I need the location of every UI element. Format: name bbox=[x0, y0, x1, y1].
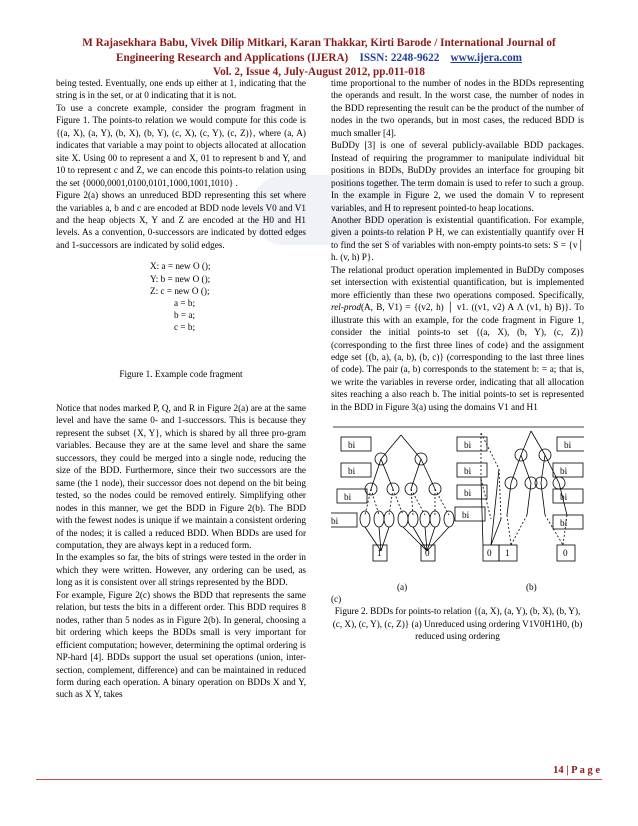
header-volume: Vol. 2, Issue 4, July-August 2012, pp.011-018 bbox=[213, 66, 425, 78]
paragraph: To use a concrete example, consider the program fragment in Figure 1. The points-to relation we would compute for this code is {(a, X), (a, Y), (b, X), (b, Y), (c, X), (c, Y), (c, Z)}, where (a, A) indicates that variable a may point to objects allocated at allocation site X. Using 00 to represent a and X, 01 to represent b and Y, and 10 to represent c and Z, we can encode this points-to relation using the set {0000,0001,0100,0101,1000,1001,1010} . bbox=[56, 102, 306, 188]
paragraph: being tested. Eventually, one ends up either at 1, indicating that the string is in the set, or at 0 indicating that it is not. bbox=[56, 78, 306, 101]
terminal-zero: 0 bbox=[563, 548, 568, 559]
page-number: 14 | P a g e bbox=[553, 765, 600, 776]
subfigure-label-c: (c) bbox=[331, 594, 342, 605]
code-fragment: X: a = new O (); Y: b = new O (); Z: c = new O (); a = b; b = a; c = b; bbox=[150, 261, 211, 333]
header-journal: Engineering Research and Applications (IJERA) ISSN: 2248-9622 www.ijera.com bbox=[116, 51, 522, 64]
bdd-label: bi bbox=[462, 510, 470, 521]
bdd-label: bi bbox=[331, 516, 339, 527]
bdd-label: bi bbox=[464, 488, 472, 499]
bdd-label: bi bbox=[344, 492, 352, 503]
paragraph: BuDDy [3] is one of several publicly-available BDD packages. Instead of requiring the programmer to manipulate individual bit positions in BDDs, BuDDy provides an interface for grouping bit positions together. The term domain is used to refer to such a group. In the example in Figure 2, we used the domain V to represent variables, and H to represent pointed-to heap locations. bbox=[331, 140, 584, 213]
bdd-label: bi bbox=[560, 518, 568, 529]
terminal-one: 1 bbox=[377, 548, 382, 559]
paragraph: In the examples so far, the bits of strings were tested in the order in which they were written. However, any ordering can be used, as long as it is consistent over all strings represented by the BDD. bbox=[56, 552, 306, 588]
figure-2-caption: Figure 2. BDDs for points-to relation {(a, X), (a, Y), (b, X), (b, Y), (c, X), (c, Y), (c, Z)} (a) Unreduced using ordering V1V0H1H0, (b) reduced using ordering bbox=[332, 606, 583, 641]
paragraph: Another BDD operation is existential quantification. For example, given a points-to relation P H, we can existentially quantify over H to find the set S of variables with non-empty points-to sets: S = {v│ h. (v, h) P}. bbox=[331, 214, 584, 263]
terminal-zero: 0 bbox=[487, 548, 492, 559]
paragraph: Notice that nodes marked P, Q, and R in Figure 2(a) are at the same level and have the same 0- and 1-successors. This is because they represent the subset {X, Y}, which is shared by all three pro-gram variables. Because they are at the same level and share the same successors, they could be merged into a single node, reducing the size of the BDD. Furthermore, since their two successors are the same (the 1 node), their successor does not depend on the bit being tested, so the nodes could be removed entirely. Simplifying other nodes in this manner, we get the BDD in Figure 2(b). The BDD with the fewest nodes is unique if we maintain a consistent ordering of the nodes; it is called a reduced BDD. When BDDs are used for computation, they are always kept in a reduced form. bbox=[56, 403, 306, 550]
figure-2-bdd-diagrams bbox=[331, 419, 584, 605]
bdd-label: bi bbox=[348, 440, 356, 451]
journal-header bbox=[0, 36, 638, 80]
bdd-label: bi bbox=[560, 466, 568, 477]
right-column bbox=[331, 77, 584, 642]
header-url[interactable]: www.ijera.com bbox=[450, 51, 522, 64]
paragraph: For example, Figure 2(c) shows the BDD that represents the same relation, but tests the bits in a different order. This BDD requires 8 nodes, rather than 5 nodes as in Figure 2(b). In general, choosing a bit ordering which keeps the BDDs small is very important for efficient computation; however, determining the optimal ordering is NP-hard [4]. BDDs support the usual set operations (union, inter-section, complement, difference) and can be maintained in reduced form during each operation. A binary operation on BDDs X and Y, such as X Y, takes bbox=[56, 589, 306, 700]
subfigure-label-b: (b) bbox=[526, 582, 537, 593]
paragraph: Figure 2(a) shows an unreduced BDD representing this set where the variables a, b and c are encoded at BDD node levels V0 and V1 and the heap objects X, Y and Z are encoded at the H0 and H1 levels. As a convention, 0-successors are indicated by dotted edges and 1-successors are indicated by solid edges. bbox=[56, 190, 306, 250]
bdd-label: bi bbox=[464, 466, 472, 477]
footer-rule bbox=[36, 779, 602, 780]
terminal-zero: 0 bbox=[425, 548, 430, 559]
figure-1-caption: Figure 1. Example code fragment bbox=[119, 368, 243, 379]
bdd-label: bi bbox=[560, 492, 568, 503]
bdd-label: bi bbox=[348, 466, 356, 477]
header-issn: ISSN: 2248-9622 bbox=[359, 51, 440, 64]
bdd-diagram bbox=[331, 419, 584, 601]
bdd-label: bi bbox=[464, 440, 472, 451]
paragraph: The relational product operation implemented in BuDDy composes set intersection with existential quantification, but is implemented more efficiently than these two operations composed. Specifically, rel-prod(A, B, V1) = {(v2, h) │ v1. ((v1, v2) A Λ (v1, h) B)}. To illustrate this with an example, for the code fragment in Figure 1, consider the initial points-to set {(a, X), (b, Y), (c, Z)} (corresponding to the first three lines of code) and the assignment edge set {(b, a), (a, b), (b, c)} (corresponding to the last three lines of code). The pair (a, b) corresponds to the statement b: = a; that is, we write the variables in reverse order, indicating that all allocation sites reaching a also reach b. The initial points-to set is represented in the BDD in Figure 3(a) using the domains V1 and H1 bbox=[331, 264, 584, 412]
subfigure-label-a: (a) bbox=[397, 582, 408, 593]
bdd-label: bi bbox=[564, 440, 572, 451]
header-authors: M Rajasekhara Babu, Vivek Dilip Mitkari, Karan Thakkar, Kirti Barode / International Journal of bbox=[82, 37, 556, 49]
left-column bbox=[56, 77, 306, 701]
terminal-one: 1 bbox=[505, 548, 510, 559]
paragraph: time proportional to the number of nodes in the BDDs representing the operands and result. In the worst case, the number of nodes in the BDD representing the result can be the product of the number of nodes in the two operands, but in most cases, the reduced BDD is much smaller [4]. bbox=[331, 78, 584, 138]
